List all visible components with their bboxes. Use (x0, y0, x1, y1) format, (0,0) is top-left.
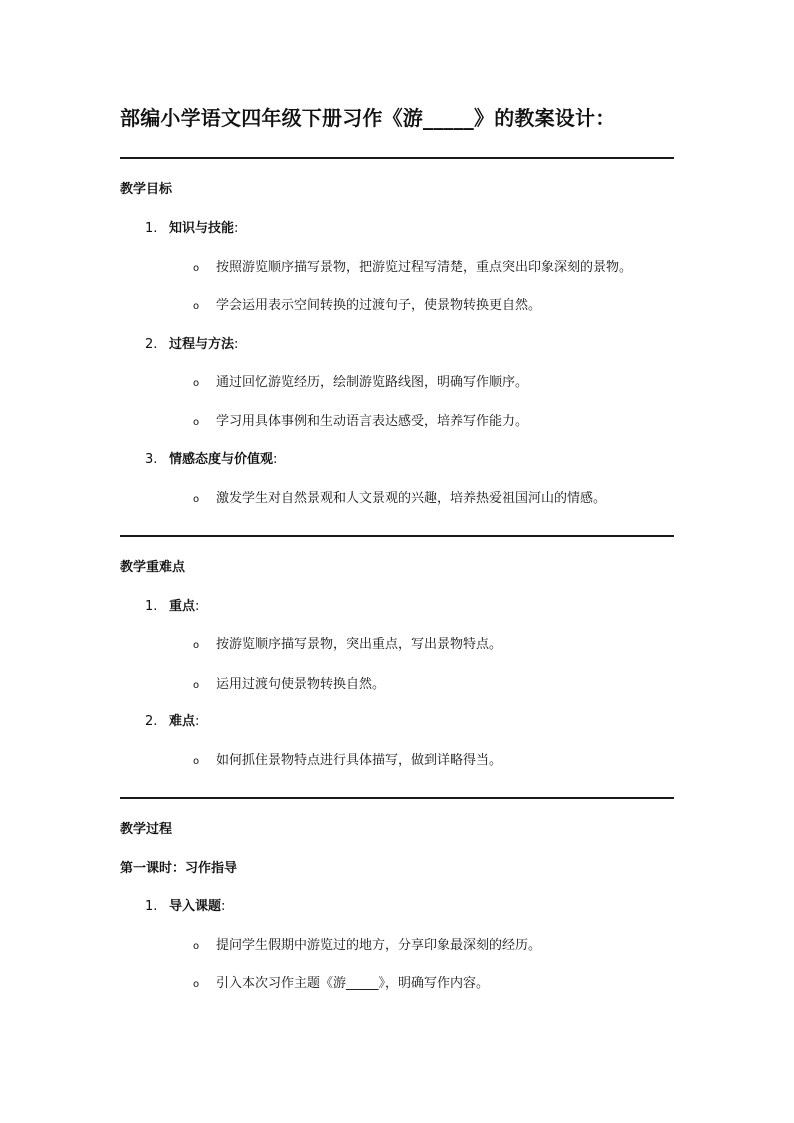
numbered-item-attitude-values (145, 450, 277, 470)
item-colon: : (234, 337, 239, 352)
divider-1 (120, 157, 674, 159)
item-number: 1. (145, 221, 158, 236)
bullet-circle-icon: o (193, 417, 200, 428)
bullet-circle-icon: o (193, 640, 200, 651)
bullet-item (193, 296, 541, 317)
item-label: 难点 (169, 714, 196, 729)
item-number: 1. (145, 599, 158, 614)
bullet-text: 按照游览顺序描写景物，把游览过程写清楚，重点突出印象深刻的景物。 (216, 260, 633, 275)
item-label: 情感态度与价值观 (169, 452, 274, 467)
document-title: 部编小学语文四年级下册习作《游_____》的教案设计： (120, 106, 616, 130)
bullet-text: 如何抓住景物特点进行具体描写，做到详略得当。 (216, 753, 503, 768)
numbered-item-difficulty (145, 712, 199, 732)
subheading-lesson-one: 第一课时：习作指导 (120, 861, 238, 876)
bullet-circle-icon: o (193, 941, 200, 952)
divider-2 (120, 535, 674, 537)
bullet-item (193, 373, 528, 394)
item-colon: : (221, 899, 226, 914)
numbered-item-introduction (145, 897, 225, 917)
bullet-text: 学习用具体事例和生动语言表达感受，培养写作能力。 (216, 414, 529, 429)
bullet-item (193, 635, 502, 656)
bullet-circle-icon: o (193, 680, 200, 691)
bullet-item (193, 936, 541, 957)
bullet-item (193, 974, 489, 995)
divider-3 (120, 797, 674, 799)
item-label: 重点 (169, 599, 196, 614)
bullet-text: 按游览顺序描写景物，突出重点，写出景物特点。 (216, 637, 503, 652)
numbered-item-key-point (145, 597, 199, 617)
bullet-text: 运用过渡句使景物转换自然。 (216, 677, 386, 692)
item-label: 过程与方法 (169, 337, 235, 352)
bullet-item (193, 751, 502, 772)
bullet-circle-icon: o (193, 301, 200, 312)
bullet-circle-icon: o (193, 263, 200, 274)
bullet-item (193, 258, 632, 279)
bullet-circle-icon: o (193, 756, 200, 767)
bullet-item (193, 489, 606, 510)
bullet-circle-icon: o (193, 494, 200, 505)
numbered-item-process-method (145, 335, 238, 355)
item-label: 知识与技能 (169, 221, 235, 236)
item-label: 导入课题 (169, 899, 222, 914)
item-number: 3. (145, 452, 158, 467)
item-colon: : (273, 452, 278, 467)
item-colon: : (195, 714, 200, 729)
item-number: 1. (145, 899, 158, 914)
bullet-text: 激发学生对自然景观和人文景观的兴趣，培养热爱祖国河山的情感。 (216, 491, 607, 506)
bullet-circle-icon: o (193, 378, 200, 389)
item-number: 2. (145, 337, 158, 352)
item-number: 2. (145, 714, 158, 729)
item-colon: : (234, 221, 239, 236)
item-colon: : (195, 599, 200, 614)
bullet-text: 学会运用表示空间转换的过渡句子，使景物转换更自然。 (216, 298, 542, 313)
bullet-circle-icon: o (193, 979, 200, 990)
bullet-text: 引入本次习作主题《游_____》，明确写作内容。 (216, 976, 490, 991)
section-heading-process: 教学过程 (120, 822, 173, 837)
section-heading-key-points: 教学重难点 (120, 560, 186, 575)
numbered-item-knowledge-skills (145, 219, 238, 239)
bullet-item (193, 412, 528, 433)
section-heading-objectives: 教学目标 (120, 182, 173, 197)
bullet-text: 通过回忆游览经历，绘制游览路线图，明确写作顺序。 (216, 375, 529, 390)
bullet-text: 提问学生假期中游览过的地方，分享印象最深刻的经历。 (216, 938, 542, 953)
bullet-item (193, 675, 385, 696)
